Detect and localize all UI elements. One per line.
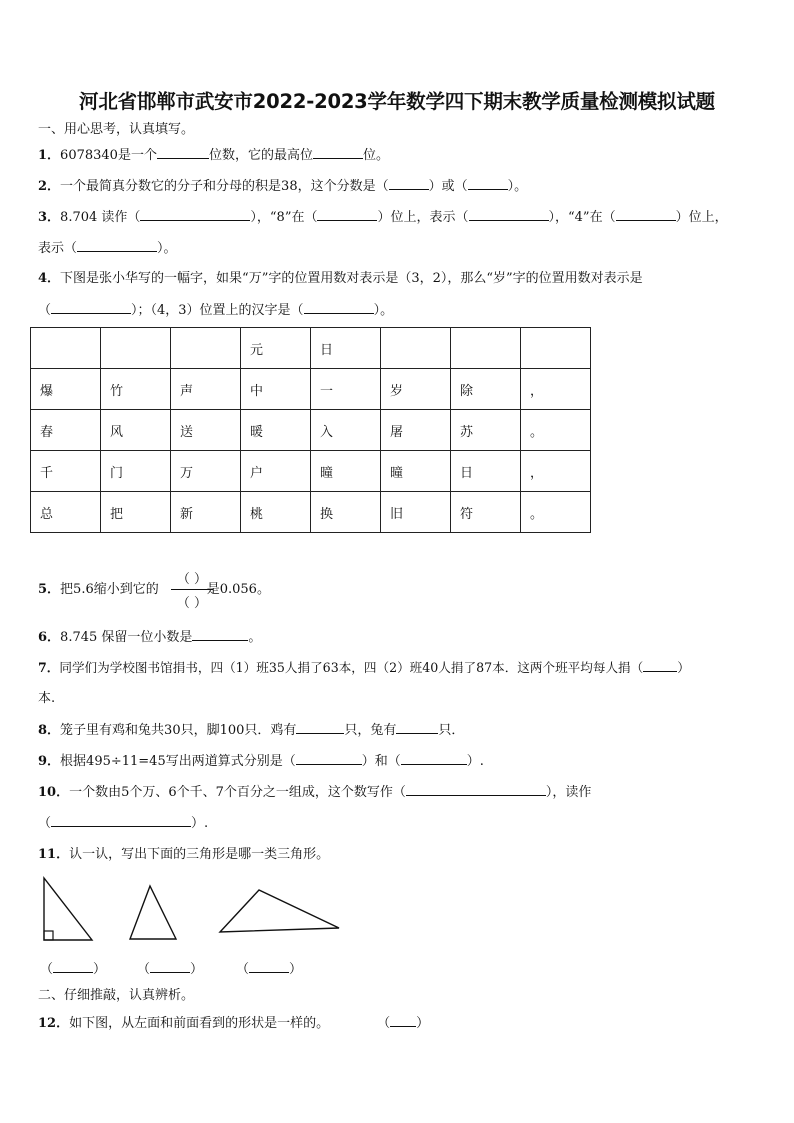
grid-cell: 把 <box>101 492 171 533</box>
grid-cell: ， <box>521 451 591 492</box>
question-7-continued: 本. <box>38 691 56 706</box>
answer-blank[interactable] <box>53 960 93 973</box>
acute-triangle <box>130 886 176 939</box>
answer-blank[interactable] <box>249 960 289 973</box>
answer-blank[interactable] <box>296 721 344 734</box>
answer-blank[interactable] <box>51 814 191 827</box>
answer-blank[interactable] <box>401 752 467 765</box>
grid-cell: 中 <box>241 369 311 410</box>
grid-cell: 声 <box>171 369 241 410</box>
calligraphy-grid <box>30 327 591 533</box>
fraction-numerator[interactable]: （ ） <box>176 572 208 587</box>
grid-cell: 新 <box>171 492 241 533</box>
fraction-bar <box>171 589 213 590</box>
question-9: 9．根据495÷11=45写出两道算式分别是（ ）和（ ）. <box>38 754 484 769</box>
grid-cell: 日 <box>451 451 521 492</box>
grid-cell <box>101 328 171 369</box>
grid-cell <box>521 328 591 369</box>
question-3: 3．8.704 读作（ ），“8”在（ ）位上，表示（ ），“4”在（ ）位上， <box>38 210 728 225</box>
grid-cell <box>171 328 241 369</box>
answer-blank[interactable] <box>468 177 508 190</box>
grid-cell: ， <box>521 369 591 410</box>
grid-cell: 元 <box>241 328 311 369</box>
triangle-answer-1: （ ） <box>40 962 107 977</box>
grid-row <box>31 369 591 410</box>
section-heading-1: 一、用心思考，认真填写。 <box>38 122 195 137</box>
grid-cell <box>381 328 451 369</box>
answer-blank[interactable] <box>643 659 677 672</box>
grid-cell: 送 <box>171 410 241 451</box>
answer-blank[interactable] <box>157 146 209 159</box>
answer-blank[interactable] <box>51 301 131 314</box>
grid-cell: 曈 <box>311 451 381 492</box>
grid-cell: 户 <box>241 451 311 492</box>
question-5: 5．把5.6缩小到它的 是0.056。 <box>38 582 270 597</box>
question-1: 1．6078340是一个 位数，它的最高位 位。 <box>38 148 389 163</box>
grid-cell <box>451 328 521 369</box>
question-3-continued: 表示（ ）。 <box>38 241 177 256</box>
answer-blank[interactable] <box>389 177 429 190</box>
grid-cell: 符 <box>451 492 521 533</box>
grid-cell: 门 <box>101 451 171 492</box>
grid-cell: 日 <box>311 328 381 369</box>
grid-cell: 苏 <box>451 410 521 451</box>
answer-blank[interactable] <box>317 208 377 221</box>
answer-blank[interactable] <box>313 146 363 159</box>
section-heading-2: 二、仔细推敲，认真辨析。 <box>38 988 195 1003</box>
grid-cell: 一 <box>311 369 381 410</box>
question-6: 6．8.745 保留一位小数是 。 <box>38 630 262 645</box>
grid-cell: 春 <box>31 410 101 451</box>
grid-cell: 除 <box>451 369 521 410</box>
grid-cell <box>31 328 101 369</box>
grid-cell: 。 <box>521 410 591 451</box>
grid-cell: 千 <box>31 451 101 492</box>
grid-cell: 桃 <box>241 492 311 533</box>
answer-blank[interactable] <box>140 208 250 221</box>
grid-row <box>31 328 591 369</box>
grid-cell: 曈 <box>381 451 451 492</box>
answer-blank[interactable] <box>304 301 374 314</box>
answer-blank[interactable] <box>616 208 676 221</box>
grid-cell: 总 <box>31 492 101 533</box>
answer-blank[interactable] <box>192 628 248 641</box>
question-12: 12．如下图，从左面和前面看到的形状是一样的。 （ ） <box>38 1016 430 1031</box>
answer-blank[interactable] <box>390 1014 416 1027</box>
grid-row <box>31 410 591 451</box>
grid-cell: 岁 <box>381 369 451 410</box>
grid-row <box>31 451 591 492</box>
question-7: 7．同学们为学校图书馆捐书，四（1）班35人捐了63本，四（2）班40人捐了87本．这两个班平均每人捐（ ） <box>38 660 690 675</box>
question-4: 4．下图是张小华写的一幅字，如果“万”字的位置用数对表示是（3，2），那么“岁”字的位置用数对表示是 <box>38 271 643 286</box>
grid-cell: 换 <box>311 492 381 533</box>
question-4-continued: （ ）；（4，3）位置上的汉字是（ ）。 <box>38 303 394 318</box>
question-8: 8．笼子里有鸡和兔共30只，脚100只．鸡有 只，兔有 只． <box>38 723 465 738</box>
grid-cell: 暖 <box>241 410 311 451</box>
grid-cell: 入 <box>311 410 381 451</box>
grid-cell: 。 <box>521 492 591 533</box>
answer-blank[interactable] <box>150 960 190 973</box>
grid-cell: 竹 <box>101 369 171 410</box>
grid-cell: 爆 <box>31 369 101 410</box>
question-11: 11．认一认，写出下面的三角形是哪一类三角形。 <box>38 847 330 862</box>
grid-cell: 屠 <box>381 410 451 451</box>
question-10: 10．一个数由5个万、6个千、7个百分之一组成，这个数写作（ ），读作 <box>38 785 592 800</box>
grid-cell: 旧 <box>381 492 451 533</box>
answer-blank[interactable] <box>296 752 362 765</box>
triangle-answer-2: （ ） <box>137 962 204 977</box>
obtuse-triangle <box>220 890 339 932</box>
answer-blank[interactable] <box>469 208 549 221</box>
page-title: 河北省邯郸市武安市2022-2023学年数学四下期末教学质量检测模拟试题 <box>79 90 715 113</box>
question-2: 2．一个最简真分数它的分子和分母的积是38，这个分数是（ ）或（ ）。 <box>38 179 528 194</box>
fraction-blank[interactable] <box>171 568 213 610</box>
question-10-continued: （ ）. <box>38 816 209 831</box>
right-triangle <box>44 878 92 940</box>
answer-blank[interactable] <box>406 783 546 796</box>
grid-cell: 万 <box>171 451 241 492</box>
fraction-denominator[interactable]: （ ） <box>176 596 208 611</box>
grid-cell: 风 <box>101 410 171 451</box>
triangle-figures <box>30 872 360 947</box>
triangle-answer-3: （ ） <box>236 962 303 977</box>
answer-blank[interactable] <box>77 239 157 252</box>
answer-blank[interactable] <box>396 721 438 734</box>
grid-row <box>31 492 591 533</box>
